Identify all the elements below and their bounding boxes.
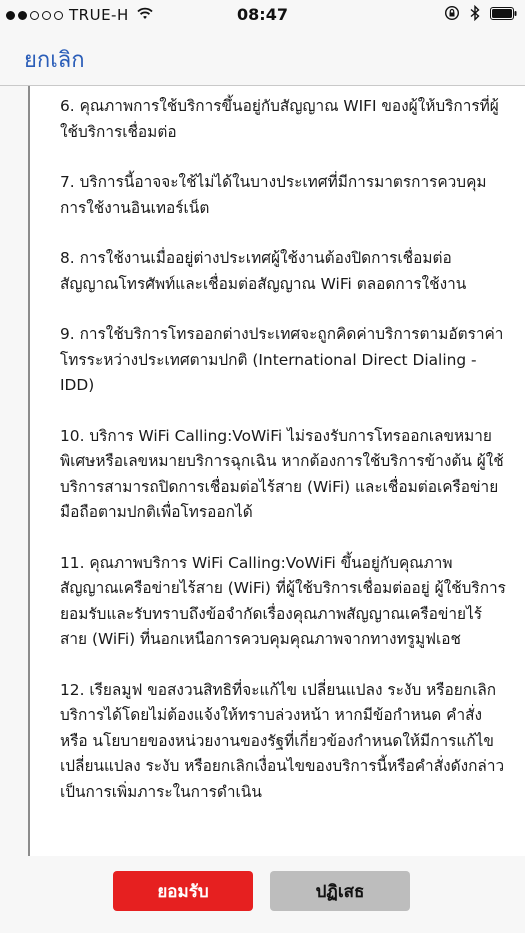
term-item-6: 6. คุณภาพการใช้บริการขึ้นอยู่กับสัญญาณ WIFI ของผู้ให้บริการที่ผู้ใช้บริการเชื่อมต่อ: [60, 97, 499, 141]
status-time: 08:47: [237, 5, 288, 24]
bluetooth-icon: [470, 5, 480, 25]
term-item-9: 9. การใช้บริการโทรออกต่างประเทศจะถูกคิดค่าบริการตามอัตราค่าโทรระหว่างประเทศตามปกติ (International Direct Dialing -IDD): [60, 325, 504, 394]
status-bar: [0, 0, 525, 30]
term-item-7: 7. บริการนี้อาจจะใช้ไม่ได้ในบางประเทศที่มีการมาตรการควบคุมการใช้งานอินเทอร์เน็ต: [60, 173, 487, 217]
term-item-10: 10. บริการ WiFi Calling:VoWiFi ไม่รองรับการโทรออกเลขหมายพิเศษหรือเลขหมายบริการฉุกเฉิน หากต้องการใช้บริการข้างต้น ผู้ใช้บริการสามารถปิดการเชื่อมต่อไร้สาย (WiFi) และเชื่อมต่อเครือข่ายมือถือตามปกติเพื่อโทรออกได้: [60, 426, 504, 521]
decline-button[interactable]: ปฏิเสธ: [270, 871, 410, 911]
rotation-lock-icon: [444, 5, 460, 25]
terms-list: [30, 86, 525, 805]
term-item-8: 8. การใช้งานเมื่ออยู่ต่างประเทศผู้ใช้งานต้องปิดการเชื่อมต่อสัญญาณโทรศัพท์และเชื่อมต่อสัญญาณ WiFi ตลอดการใช้งาน: [60, 249, 467, 293]
accept-button[interactable]: ยอมรับ: [113, 871, 253, 911]
term-item-11: 11. คุณภาพบริการ WiFi Calling:VoWiFi ขึ้นอยู่กับคุณภาพสัญญาณเครือข่ายไร้สาย (WiFi) ที่ผู้ใช้บริการเชื่อมต่ออยู่ ผู้ใช้บริการยอมรับและรับทราบถึงข้อจำกัดเรื่องคุณภาพสัญญาณเครือข่ายไร้สาย (WiFi) ที่นอกเหนือการควบคุมคุณภาพจากทางทรูมูฟเอช: [60, 553, 506, 648]
action-bar: [0, 856, 525, 933]
battery-icon: [490, 6, 517, 24]
term-item-12: 12. เรียลมูฟ ขอสงวนสิทธิที่จะแก้ไข เปลี่ยนแปลง ระงับ หรือยกเลิกบริการได้โดยไม่ต้องแจ้งให้ทราบล่วงหน้า หากมีข้อกำหนด คำสั่ง หรือ นโยบายของหน่วยงานของรัฐที่เกี่ยวข้องกำหนดให้มีการแก้ไข เปลี่ยนแปลง ระงับ หรือยกเลิกเงื่อนไขของบริการนี้หรือคำสั่งดังกล่าวเป็นการเพิ่มภาระในการดำเนิน: [60, 680, 505, 801]
cancel-button[interactable]: ยกเลิก: [24, 48, 85, 73]
terms-scroll-area[interactable]: [28, 86, 525, 856]
status-right: [444, 5, 517, 25]
navigation-bar: [0, 30, 525, 86]
carrier-name: TRUE-H: [69, 6, 129, 24]
